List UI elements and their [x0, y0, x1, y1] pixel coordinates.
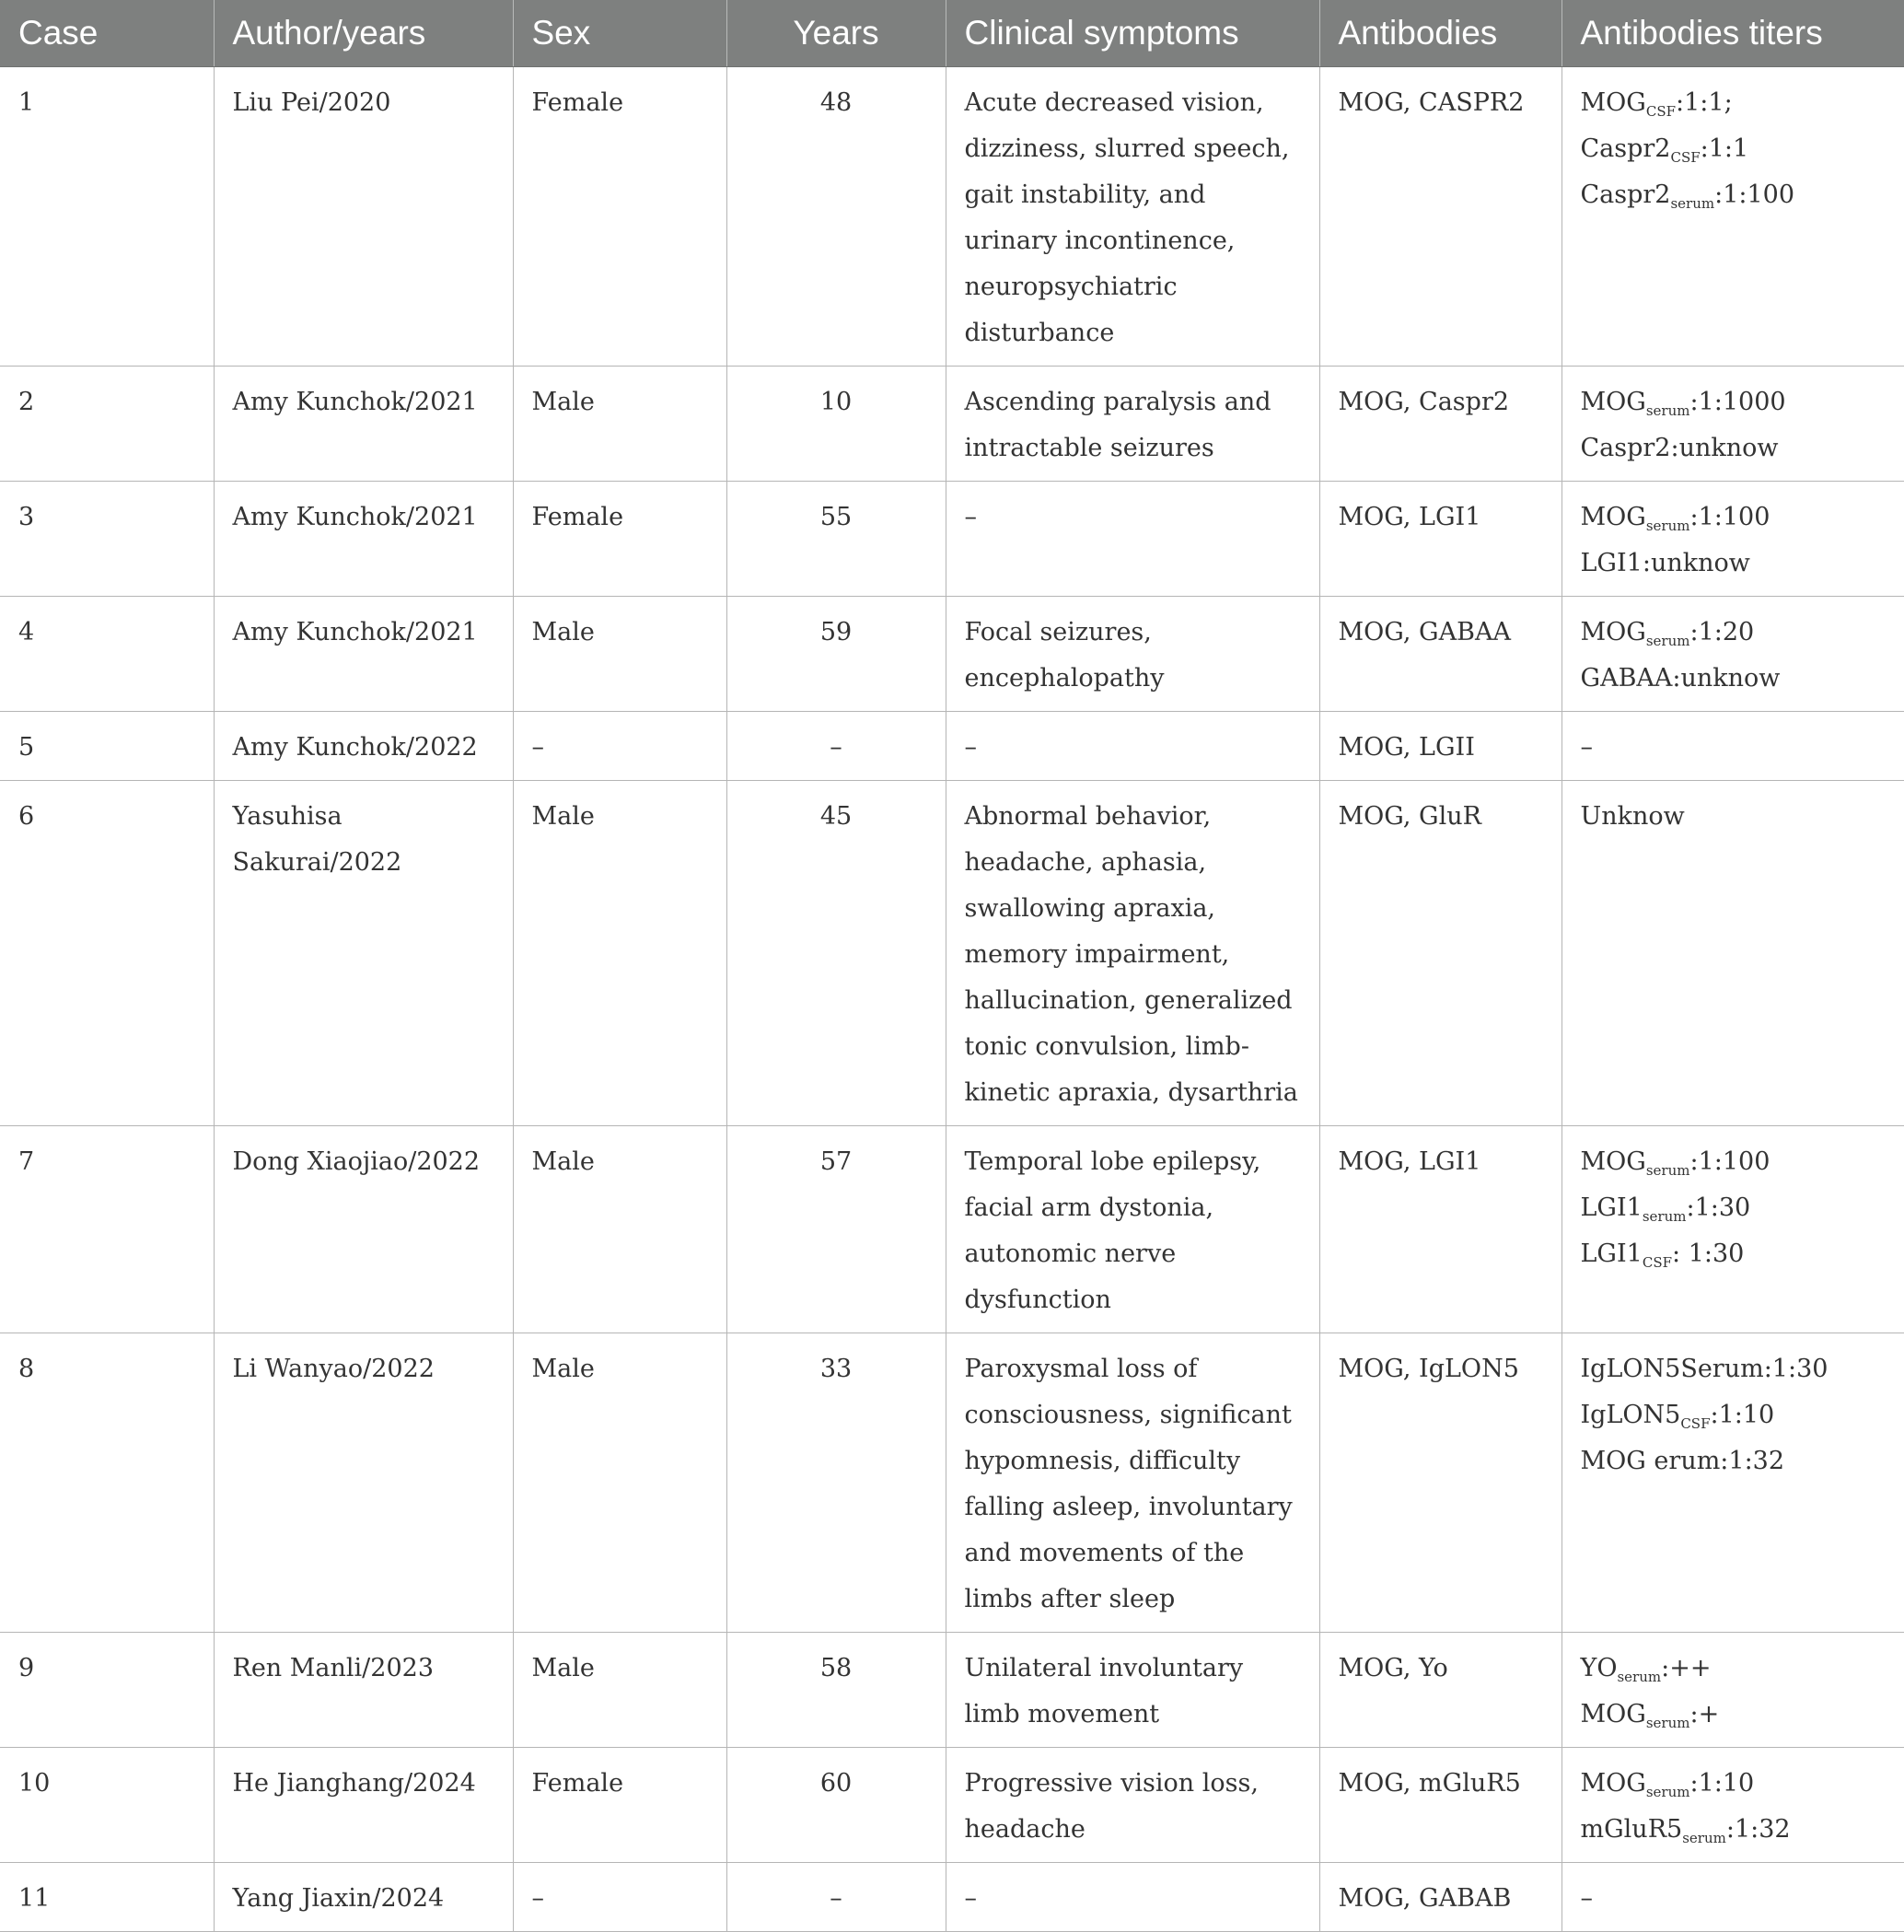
- cell-years: 55: [726, 482, 946, 597]
- cell-author-years: Dong Xiaojiao/2022: [214, 1126, 513, 1333]
- cell-author-years: Amy Kunchok/2021: [214, 482, 513, 597]
- table-row: [0, 1126, 1904, 1333]
- cell-antibodies-titers: [1562, 597, 1904, 712]
- table-row: [0, 1863, 1904, 1932]
- titer-subscript: CSF: [1642, 1254, 1673, 1271]
- titer-text: :1:1: [1700, 134, 1749, 163]
- cell-years: –: [726, 1863, 946, 1932]
- titer-text: –: [1580, 1884, 1593, 1913]
- cell-clinical-symptoms: Paroxysmal loss of consciousness, significant hypomnesis, difficulty falling asleep, involuntary and movements of the limbs after sleep: [946, 1333, 1319, 1633]
- titer-line: [1581, 1139, 1887, 1185]
- cell-author-years: He Jianghang/2024: [214, 1748, 513, 1863]
- titer-subscript: serum: [1645, 518, 1690, 534]
- cell-author-years: Liu Pei/2020: [214, 67, 513, 367]
- cell-years: 48: [726, 67, 946, 367]
- cell-clinical-symptoms: Acute decreased vision, dizziness, slurred speech, gait instability, and urinary incontinence, neuropsychiatric disturbance: [946, 67, 1319, 367]
- cell-antibodies: MOG, mGluR5: [1319, 1748, 1562, 1863]
- titer-text: LGI1:unknow: [1580, 549, 1750, 577]
- cell-antibodies: MOG, Caspr2: [1319, 367, 1562, 482]
- cell-years: –: [726, 712, 946, 781]
- cell-years: 60: [726, 1748, 946, 1863]
- table-row: [0, 1633, 1904, 1748]
- titer-text: YO: [1580, 1654, 1618, 1682]
- cell-sex: Female: [513, 482, 726, 597]
- titer-subscript: serum: [1645, 402, 1690, 419]
- cell-case: 11: [0, 1863, 214, 1932]
- titer-text: :++: [1661, 1654, 1712, 1682]
- cell-antibodies-titers: [1562, 1633, 1904, 1748]
- titer-line: [1581, 80, 1887, 172]
- cell-sex: Male: [513, 781, 726, 1126]
- cell-author-years: Yang Jiaxin/2024: [214, 1863, 513, 1932]
- cell-years: 59: [726, 597, 946, 712]
- titer-text: :1:20: [1689, 618, 1755, 646]
- cell-antibodies-titers: [1562, 367, 1904, 482]
- cell-clinical-symptoms: Progressive vision loss, headache: [946, 1748, 1319, 1863]
- titer-subscript: serum: [1645, 633, 1690, 649]
- cell-antibodies-titers: [1562, 67, 1904, 367]
- cell-case: 2: [0, 367, 214, 482]
- cell-clinical-symptoms: Temporal lobe epilepsy, facial arm dystonia, autonomic nerve dysfunction: [946, 1126, 1319, 1333]
- header-row: [0, 0, 1904, 67]
- table-row: [0, 1748, 1904, 1863]
- cell-clinical-symptoms: Focal seizures, encephalopathy: [946, 597, 1319, 712]
- cell-case: 4: [0, 597, 214, 712]
- titer-text: :1:1000: [1689, 388, 1786, 416]
- titer-line: [1581, 1231, 1887, 1277]
- titer-text: MOG: [1580, 1769, 1646, 1798]
- titer-subscript: serum: [1645, 1784, 1690, 1800]
- cell-antibodies: MOG, LGI1: [1319, 482, 1562, 597]
- titer-subscript: serum: [1617, 1669, 1662, 1685]
- titer-text: LGI1: [1580, 1193, 1643, 1222]
- table-row: [0, 1333, 1904, 1633]
- titer-line: [1581, 656, 1887, 702]
- titer-text: : 1:30: [1672, 1240, 1745, 1268]
- titer-text: :1:10: [1710, 1401, 1775, 1429]
- titer-text: Caspr2: [1580, 180, 1671, 209]
- cell-antibodies-titers: [1562, 1748, 1904, 1863]
- header-antibodies-titers: Antibodies titers: [1562, 0, 1904, 67]
- cell-antibodies: MOG, GABAA: [1319, 597, 1562, 712]
- cell-sex: Female: [513, 1748, 726, 1863]
- titer-text: Caspr2:unknow: [1580, 434, 1779, 462]
- cell-clinical-symptoms: –: [946, 712, 1319, 781]
- titer-text: LGI1: [1580, 1240, 1643, 1268]
- titer-line: [1581, 1346, 1887, 1392]
- cell-antibodies-titers: [1562, 1863, 1904, 1932]
- titer-text: IgLON5Serum:1:30: [1580, 1355, 1829, 1383]
- cell-antibodies: MOG, LGI1: [1319, 1126, 1562, 1333]
- cell-antibodies-titers: [1562, 712, 1904, 781]
- header-case: Case: [0, 0, 214, 67]
- cell-clinical-symptoms: Unilateral involuntary limb movement: [946, 1633, 1319, 1748]
- titer-line: [1581, 1692, 1887, 1738]
- table-row: [0, 597, 1904, 712]
- titer-line: [1581, 1807, 1887, 1853]
- titer-text: GABAA:unknow: [1580, 664, 1781, 692]
- cell-case: 6: [0, 781, 214, 1126]
- cell-case: 7: [0, 1126, 214, 1333]
- cell-sex: Male: [513, 1333, 726, 1633]
- cell-case: 3: [0, 482, 214, 597]
- cell-clinical-symptoms: Abnormal behavior, headache, aphasia, swallowing apraxia, memory impairment, hallucination, generalized tonic convulsion, limb-kinetic apraxia, dysarthria: [946, 781, 1319, 1126]
- cell-sex: Female: [513, 67, 726, 367]
- cell-years: 33: [726, 1333, 946, 1633]
- titer-text: MOG: [1580, 1147, 1646, 1176]
- titer-subscript: serum: [1642, 1208, 1687, 1225]
- cell-author-years: Ren Manli/2023: [214, 1633, 513, 1748]
- cell-clinical-symptoms: –: [946, 482, 1319, 597]
- titer-text: mGluR5: [1580, 1815, 1683, 1844]
- titer-line: [1581, 1876, 1887, 1922]
- cell-antibodies-titers: [1562, 482, 1904, 597]
- titer-subscript: CSF: [1670, 149, 1701, 166]
- titer-subscript: serum: [1645, 1162, 1690, 1179]
- cell-sex: –: [513, 1863, 726, 1932]
- cell-clinical-symptoms: –: [946, 1863, 1319, 1932]
- cell-antibodies-titers: [1562, 1126, 1904, 1333]
- titer-text: :1:10: [1689, 1769, 1755, 1798]
- titer-line: [1581, 1646, 1887, 1692]
- cell-case: 9: [0, 1633, 214, 1748]
- cell-sex: Male: [513, 367, 726, 482]
- titer-subscript: CSF: [1680, 1415, 1711, 1432]
- cell-antibodies: MOG, GABAB: [1319, 1863, 1562, 1932]
- header-author-years: Author/years: [214, 0, 513, 67]
- titer-text: –: [1580, 733, 1593, 762]
- table-row: [0, 67, 1904, 367]
- titer-subscript: serum: [1645, 1715, 1690, 1731]
- cell-antibodies: MOG, Yo: [1319, 1633, 1562, 1748]
- cell-antibodies: MOG, LGII: [1319, 712, 1562, 781]
- titer-text: :1:100: [1714, 180, 1795, 209]
- cell-case: 10: [0, 1748, 214, 1863]
- cell-sex: Male: [513, 597, 726, 712]
- titer-subscript: serum: [1682, 1830, 1726, 1846]
- cell-years: 45: [726, 781, 946, 1126]
- titer-text: MOG: [1580, 618, 1646, 646]
- cell-case: 5: [0, 712, 214, 781]
- titer-line: [1581, 610, 1887, 656]
- cell-author-years: Yasuhisa Sakurai/2022: [214, 781, 513, 1126]
- cell-case: 1: [0, 67, 214, 367]
- cell-years: 57: [726, 1126, 946, 1333]
- header-antibodies: Antibodies: [1319, 0, 1562, 67]
- titer-line: [1581, 495, 1887, 541]
- titer-text: :1:1; Caspr2: [1580, 88, 1733, 163]
- titer-text: :1:100: [1689, 503, 1770, 531]
- cell-sex: –: [513, 712, 726, 781]
- titer-line: [1581, 425, 1887, 471]
- table-row: [0, 367, 1904, 482]
- titer-subscript: serum: [1670, 195, 1715, 212]
- titer-text: :1:100: [1689, 1147, 1770, 1176]
- titer-line: [1581, 794, 1887, 840]
- titer-text: MOG: [1580, 503, 1646, 531]
- cell-sex: Male: [513, 1633, 726, 1748]
- table-body: [0, 67, 1904, 1932]
- table-row: [0, 482, 1904, 597]
- header-years: Years: [726, 0, 946, 67]
- titer-line: [1581, 725, 1887, 771]
- titer-text: :+: [1689, 1700, 1720, 1728]
- titer-text: MOG: [1580, 1700, 1646, 1728]
- titer-text: Unknow: [1580, 802, 1685, 831]
- cell-years: 58: [726, 1633, 946, 1748]
- titer-subscript: CSF: [1645, 103, 1677, 120]
- cell-antibodies: MOG, CASPR2: [1319, 67, 1562, 367]
- titer-text: MOG erum:1:32: [1580, 1447, 1785, 1475]
- titer-text: :1:30: [1686, 1193, 1751, 1222]
- cell-antibodies-titers: [1562, 781, 1904, 1126]
- cell-antibodies: MOG, IgLON5: [1319, 1333, 1562, 1633]
- titer-text: IgLON5: [1580, 1401, 1681, 1429]
- titer-line: [1581, 172, 1887, 218]
- table-row: [0, 712, 1904, 781]
- titer-line: [1581, 541, 1887, 587]
- titer-line: [1581, 1761, 1887, 1807]
- titer-line: [1581, 1392, 1887, 1438]
- titer-text: MOG: [1580, 88, 1646, 117]
- cell-author-years: Amy Kunchok/2021: [214, 597, 513, 712]
- header-sex: Sex: [513, 0, 726, 67]
- titer-text: :1:32: [1725, 1815, 1791, 1844]
- table-row: [0, 781, 1904, 1126]
- cell-antibodies-titers: [1562, 1333, 1904, 1633]
- cell-antibodies: MOG, GluR: [1319, 781, 1562, 1126]
- table-header: [0, 0, 1904, 67]
- titer-text: MOG: [1580, 388, 1646, 416]
- cell-years: 10: [726, 367, 946, 482]
- cell-sex: Male: [513, 1126, 726, 1333]
- cell-case: 8: [0, 1333, 214, 1633]
- titer-line: [1581, 1438, 1887, 1484]
- cell-author-years: Amy Kunchok/2022: [214, 712, 513, 781]
- header-clinical-symptoms: Clinical symptoms: [946, 0, 1319, 67]
- cell-author-years: Li Wanyao/2022: [214, 1333, 513, 1633]
- titer-line: [1581, 1185, 1887, 1231]
- titer-line: [1581, 379, 1887, 425]
- cell-author-years: Amy Kunchok/2021: [214, 367, 513, 482]
- cell-clinical-symptoms: Ascending paralysis and intractable seizures: [946, 367, 1319, 482]
